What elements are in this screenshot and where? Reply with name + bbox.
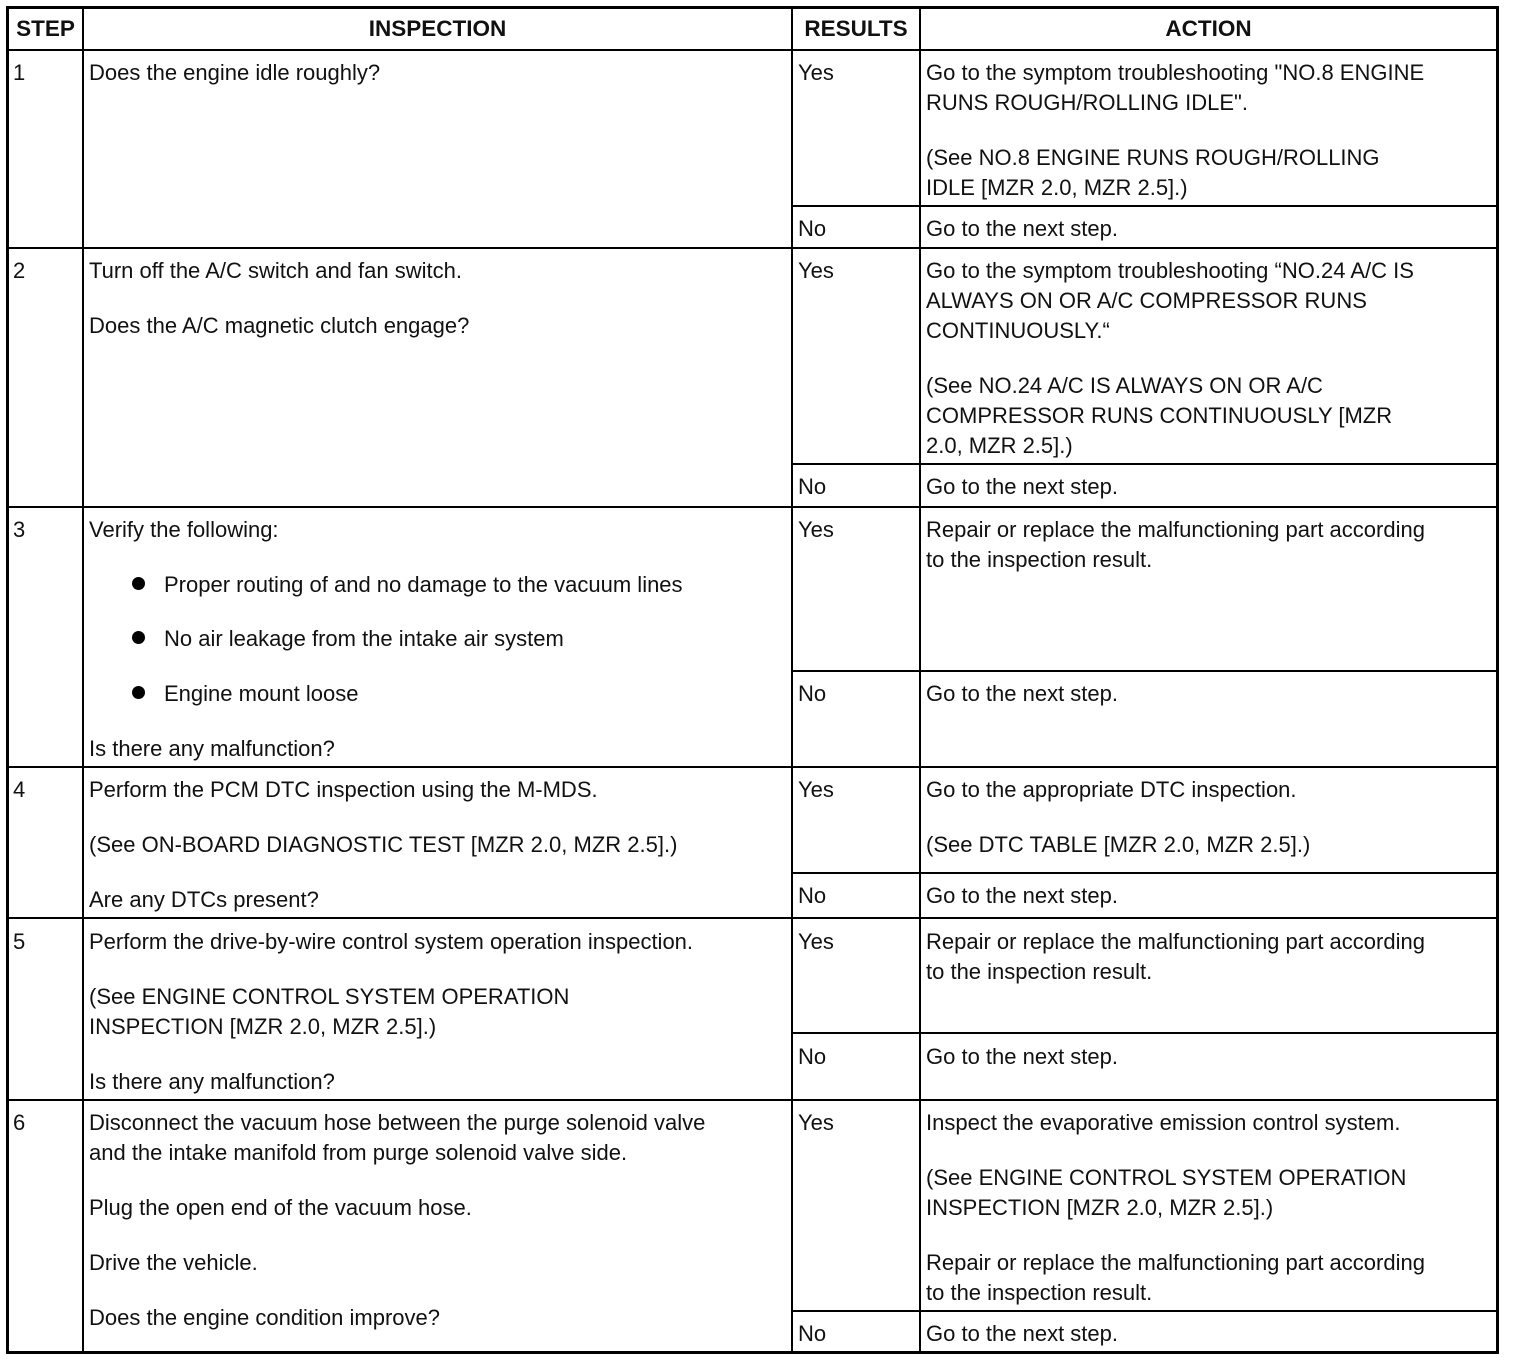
header-results: RESULTS (804, 16, 908, 41)
inspection-text: Is there any malfunction? (89, 736, 335, 761)
step-number: 4 (13, 777, 26, 802)
action-line: Go to the appropriate DTC inspection. (926, 777, 1297, 802)
inspection-line: Turn off the A/C switch and fan switch. (89, 258, 462, 283)
step-number: 6 (13, 1110, 26, 1135)
action-line: Repair or replace the malfunctioning part according (926, 1250, 1425, 1275)
action-line: 2.0, MZR 2.5].) (926, 433, 1073, 458)
action-text (926, 1042, 1118, 1072)
bullet-dot (132, 631, 145, 644)
inspection-line: Does the A/C magnetic clutch engage? (89, 313, 470, 338)
step-number: 2 (13, 258, 26, 283)
action-line: Go to the next step. (926, 474, 1119, 499)
action-line: to the inspection result. (926, 547, 1153, 572)
inspection-text (89, 58, 380, 88)
result-yes: Yes (798, 517, 834, 542)
action-line: (See DTC TABLE [MZR 2.0, MZR 2.5].) (926, 832, 1311, 857)
header-step: STEP (16, 16, 75, 41)
bullet-item: No air leakage from the intake air system (164, 626, 564, 651)
result-divider (791, 1032, 1496, 1034)
col-divider (791, 9, 793, 1351)
action-text (926, 256, 1414, 461)
diagnostic-table (6, 6, 1499, 1354)
action-line: IDLE [MZR 2.0, MZR 2.5].) (926, 175, 1188, 200)
action-line: Go to the next step. (926, 1321, 1119, 1346)
action-text (926, 927, 1425, 987)
inspection-line: INSPECTION [MZR 2.0, MZR 2.5].) (89, 1014, 437, 1039)
action-line: Inspect the evaporative emission control system. (926, 1110, 1401, 1135)
inspection-line: (See ON-BOARD DIAGNOSTIC TEST [MZR 2.0, MZR 2.5].) (89, 832, 678, 857)
action-line: RUNS ROUGH/ROLLING IDLE". (926, 90, 1248, 115)
action-line: Repair or replace the malfunctioning part according (926, 517, 1425, 542)
action-line: to the inspection result. (926, 1280, 1153, 1305)
action-line: CONTINUOUSLY.“ (926, 318, 1110, 343)
bullet-dot (132, 686, 145, 699)
row-divider (9, 766, 1496, 768)
step-number: 1 (13, 60, 26, 85)
action-line: ALWAYS ON OR A/C COMPRESSOR RUNS (926, 288, 1367, 313)
action-text (926, 515, 1425, 575)
result-divider (791, 1310, 1496, 1312)
inspection-line: Does the engine condition improve? (89, 1305, 441, 1330)
result-no: No (798, 216, 827, 241)
col-divider (82, 9, 84, 1351)
inspection-line: Is there any malfunction? (89, 1069, 335, 1094)
result-no: No (798, 1044, 827, 1069)
row-divider (9, 49, 1496, 51)
action-text (926, 58, 1424, 203)
inspection-line: Perform the PCM DTC inspection using the M-MDS. (89, 777, 598, 802)
action-text (926, 679, 1118, 709)
result-yes: Yes (798, 258, 834, 283)
result-yes: Yes (798, 1110, 834, 1135)
bullet-item: Engine mount loose (164, 681, 359, 706)
result-no: No (798, 474, 827, 499)
action-line: COMPRESSOR RUNS CONTINUOUSLY [MZR (926, 403, 1393, 428)
action-line: (See NO.24 A/C IS ALWAYS ON OR A/C (926, 373, 1323, 398)
result-divider (791, 872, 1496, 874)
result-no: No (798, 883, 827, 908)
action-line: Go to the next step. (926, 681, 1119, 706)
inspection-line: Disconnect the vacuum hose between the purge solenoid valve (89, 1110, 706, 1135)
action-text (926, 1319, 1118, 1349)
result-divider (791, 463, 1496, 465)
action-text (926, 881, 1118, 911)
result-yes: Yes (798, 777, 834, 802)
result-divider (791, 205, 1496, 207)
inspection-line: Does the engine idle roughly? (89, 60, 381, 85)
row-divider (9, 247, 1496, 249)
bullet-item: Proper routing of and no damage to the vacuum lines (164, 572, 683, 597)
action-text (926, 1108, 1425, 1308)
result-no: No (798, 681, 827, 706)
inspection-line: Drive the vehicle. (89, 1250, 258, 1275)
row-divider (9, 917, 1496, 919)
action-text (926, 214, 1118, 244)
action-line: (See NO.8 ENGINE RUNS ROUGH/ROLLING (926, 145, 1380, 170)
action-line: to the inspection result. (926, 959, 1153, 984)
inspection-line: (See ENGINE CONTROL SYSTEM OPERATION (89, 984, 570, 1009)
col-divider (919, 9, 921, 1351)
action-line: (See ENGINE CONTROL SYSTEM OPERATION (926, 1165, 1407, 1190)
result-no: No (798, 1321, 827, 1346)
action-line: Go to the next step. (926, 216, 1119, 241)
action-line: Go to the symptom troubleshooting “NO.24 A/C IS (926, 258, 1414, 283)
action-text (926, 775, 1310, 860)
action-line: Repair or replace the malfunctioning part according (926, 929, 1425, 954)
inspection-line: Plug the open end of the vacuum hose. (89, 1195, 472, 1220)
header-inspection: INSPECTION (368, 16, 507, 41)
result-yes: Yes (798, 60, 834, 85)
action-line: Go to the next step. (926, 883, 1119, 908)
bullet-dot (132, 577, 145, 590)
header-action: ACTION (1165, 16, 1252, 41)
inspection-line: Are any DTCs present? (89, 887, 319, 912)
result-divider (791, 670, 1496, 672)
inspection-text (89, 256, 469, 341)
action-text (926, 472, 1118, 502)
inspection-text: Verify the following: (89, 517, 279, 542)
row-divider (9, 506, 1496, 508)
action-line: Go to the next step. (926, 1044, 1119, 1069)
result-yes: Yes (798, 929, 834, 954)
step-number: 5 (13, 929, 26, 954)
inspection-line: and the intake manifold from purge solenoid valve side. (89, 1140, 628, 1165)
inspection-text (89, 1108, 705, 1333)
inspection-text (89, 927, 693, 1097)
action-line: Go to the symptom troubleshooting "NO.8 ENGINE (926, 60, 1425, 85)
row-divider (9, 1099, 1496, 1101)
action-line: INSPECTION [MZR 2.0, MZR 2.5].) (926, 1195, 1274, 1220)
inspection-line: Perform the drive-by-wire control system operation inspection. (89, 929, 694, 954)
step-number: 3 (13, 517, 26, 542)
inspection-text (89, 775, 677, 915)
